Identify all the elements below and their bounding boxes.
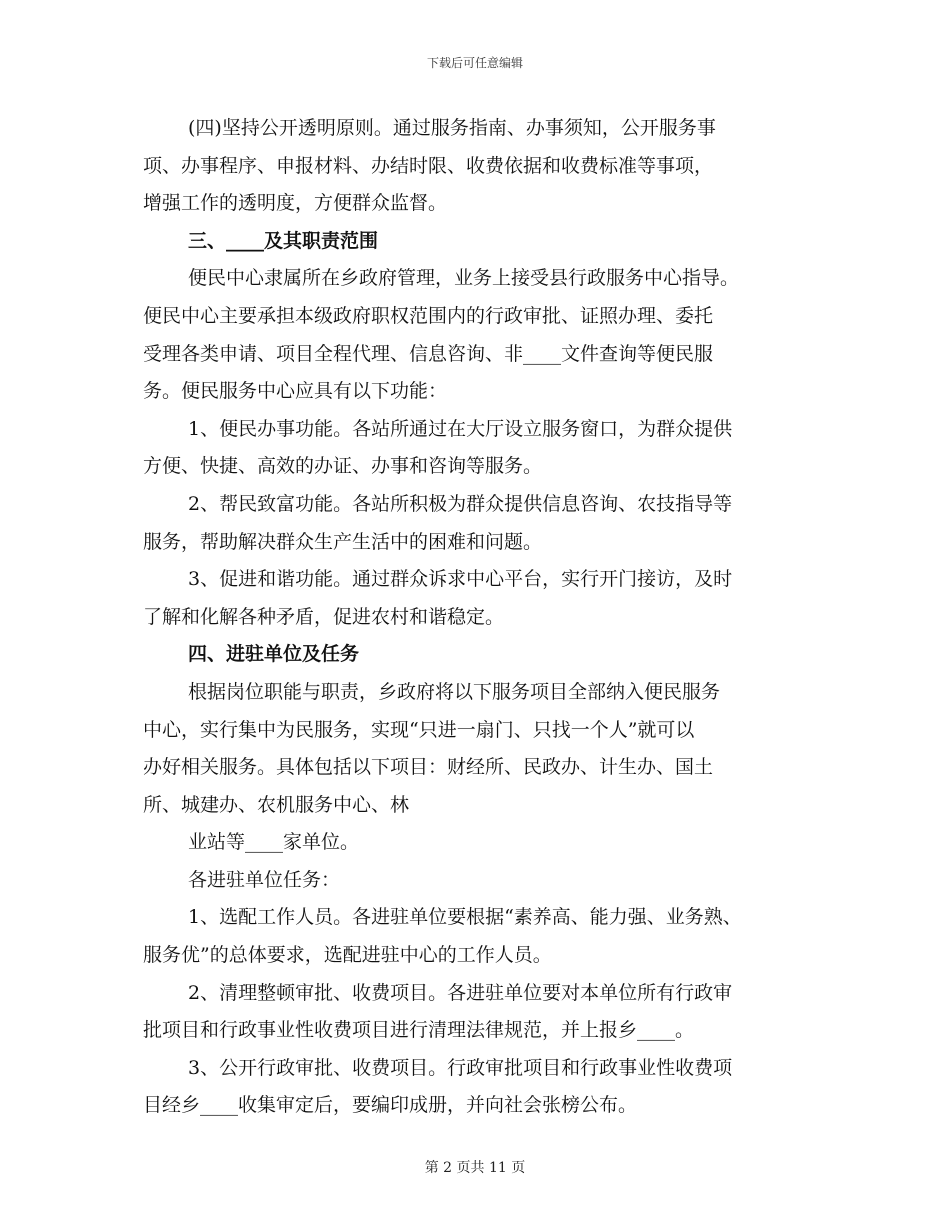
text-line: 服务，帮助解决群众生产生活中的困难和问题。 [143,530,543,553]
text-line: 1、便民办事功能。各站所通过在大厅设立服务窗口，为群众提供 [188,417,733,440]
text-line: (四)坚持公开透明原则。通过服务指南、办事须知，公开服务事 [188,117,716,139]
text-line: 1、选配工作人员。各进驻单位要根据“素养高、能力强、业务熟、 [188,906,742,929]
section-heading: 四、进驻单位及任务 [188,643,360,666]
text-line: 3、促进和谐功能。通过群众诉求中心平台，实行开门接访，及时 [188,568,733,591]
text-line: 中心，实行集中为民服务，实现“只进一扇门、只找一个人”就可以 [143,718,695,741]
text-line: 项、办事程序、申报材料、办结时限、收费依据和收费标准等事项， [143,154,714,177]
page-footer: 第 2 页共 11 页 [424,1160,526,1176]
text-line: 办好相关服务。具体包括以下项目：财经所、民政办、计生办、国土 [143,756,714,779]
text-line: 了解和化解各种矛盾，促进农村和谐稳定。 [143,605,505,628]
text-line: 增强工作的透明度，方便群众监督。 [143,192,448,215]
text-line: 批项目和行政事业性收费项目进行清理法律规范，并上报乡____。 [143,1019,695,1042]
text-line: 便民中心主要承担本级政府职权范围内的行政审批、证照办理、委托 [143,304,714,327]
text-line: 受理各类申请、项目全程代理、信息咨询、非____文件查询等便民服 [143,342,714,365]
text-line: 2、清理整顿审批、收费项目。各进驻单位要对本单位所有行政审 [188,981,733,1004]
text-line: 2、帮民致富功能。各站所积极为群众提供信息咨询、农技指导等 [188,492,733,515]
text-line: 业站等____家单位。 [188,831,360,854]
text-line: 目经乡____收集审定后，要编印成册，并向社会张榜公布。 [143,1094,638,1117]
text-line: 服务优”的总体要求，选配进驻中心的工作人员。 [143,944,552,967]
text-line: 3、公开行政审批、收费项目。行政审批项目和行政事业性收费项 [188,1056,733,1079]
text-line: 各进驻单位任务： [188,868,341,891]
section-heading: 三、____及其职责范围 [188,229,379,252]
text-line: 根据岗位职能与职责，乡政府将以下服务项目全部纳入便民服务 [188,680,721,703]
text-line: 务。便民服务中心应具有以下功能： [143,380,448,403]
text-line: 所、城建办、农机服务中心、林 [143,793,410,816]
document-body [143,110,823,1125]
text-line: 方便、快捷、高效的办证、办事和咨询等服务。 [143,455,543,478]
text-line: 便民中心隶属所在乡政府管理，业务上接受县行政服务中心指导。 [188,267,740,290]
page-header: 下载后可任意编辑 [426,56,523,70]
